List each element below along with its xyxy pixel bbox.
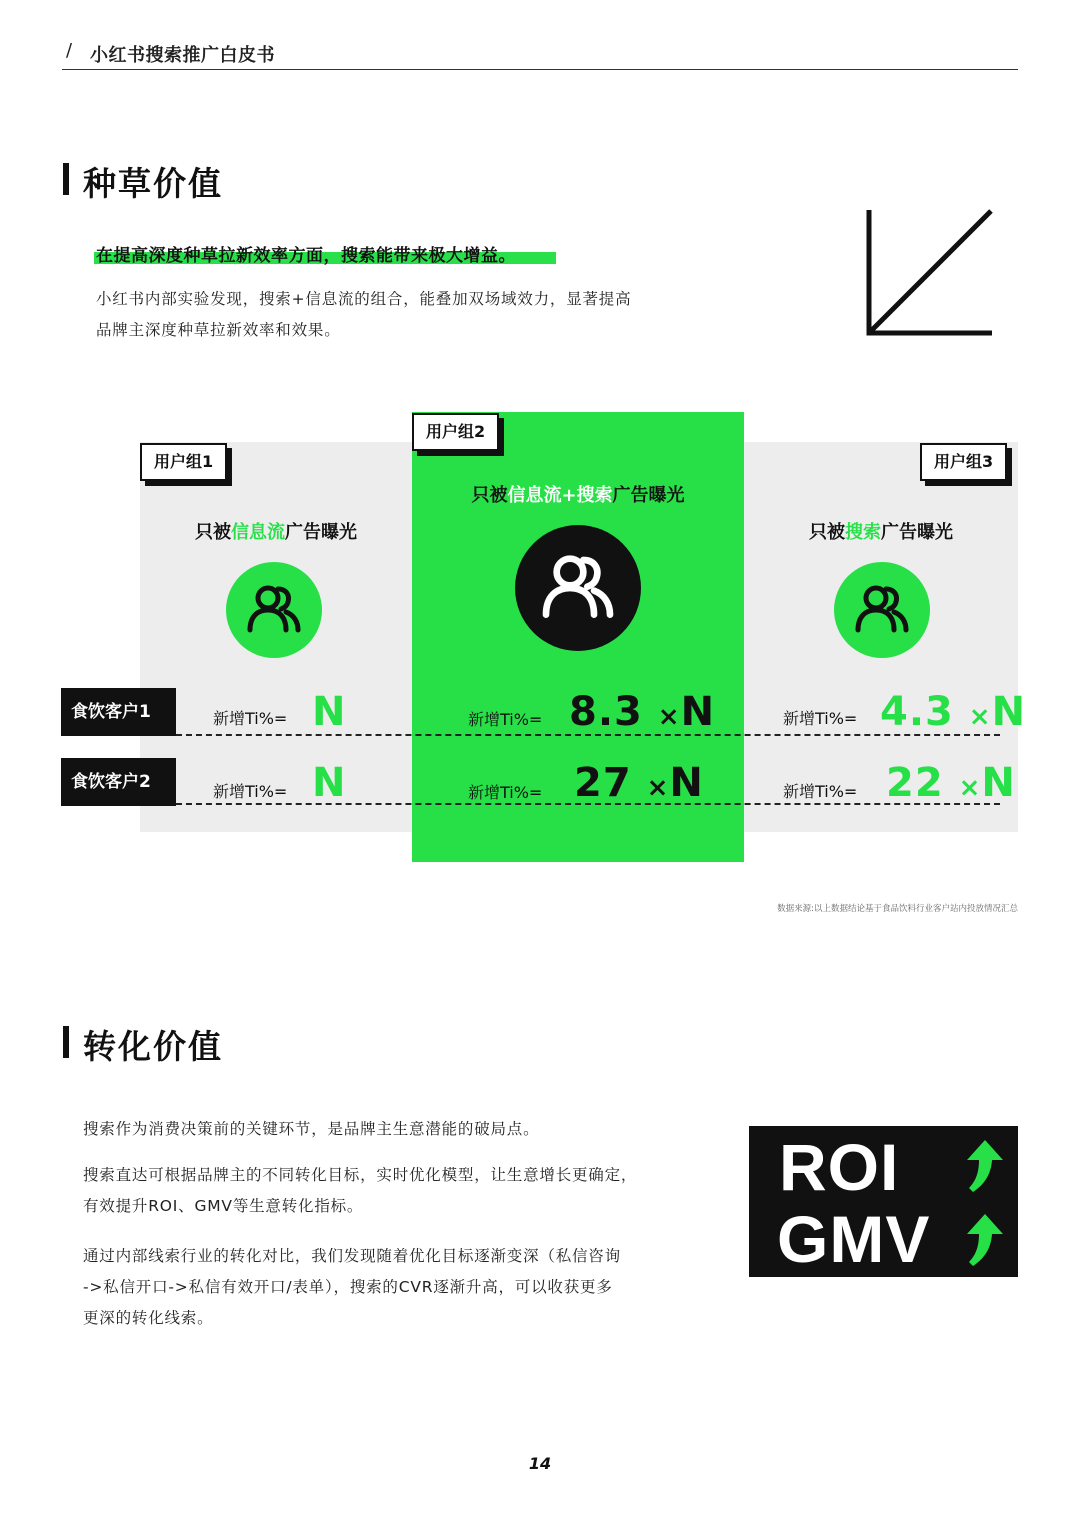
paragraph-line: ->私信开口->私信有效开口/表单），搜索的CVR逐渐升高，可以收获更多 bbox=[83, 1278, 613, 1296]
section-paragraph bbox=[83, 1160, 637, 1222]
users-icon bbox=[852, 580, 912, 640]
group-desc-3: 只被搜索广告曝光 bbox=[809, 522, 953, 543]
paragraph-line: 品牌主深度种草拉新效率和效果。 bbox=[96, 321, 341, 339]
section-paragraph bbox=[83, 1241, 621, 1334]
paragraph-line: 小红书内部实验发现，搜索+信息流的组合，能叠加双场域效力，显著提高 bbox=[96, 290, 632, 308]
data-source-note: 数据来源:以上数据结论基于食品饮料行业客户站内投放情况汇总 bbox=[777, 904, 1018, 914]
row-label-1: 食饮客户1 bbox=[61, 688, 176, 736]
metric-label: 新增Ti%= bbox=[468, 710, 543, 729]
section-paragraph: 搜索作为消费决策前的关键环节，是品牌主生意潜能的破局点。 bbox=[83, 1120, 540, 1138]
roi-text: ROI bbox=[779, 1130, 900, 1204]
metric-value: N bbox=[312, 689, 347, 735]
metric-value: 8.3 ×N bbox=[569, 689, 716, 735]
section-highlight: 在提高深度种草拉新效率方面，搜索能带来极大增益。 bbox=[96, 246, 516, 266]
paragraph-line: 通过内部线索行业的转化对比，我们发现随着优化目标逐渐变深（私信咨询 bbox=[83, 1247, 621, 1265]
up-arrow-icon bbox=[963, 1138, 1007, 1194]
metric-value: 4.3 ×N bbox=[880, 689, 1027, 735]
section-title-bar bbox=[63, 1026, 69, 1058]
gmv-text: GMV bbox=[777, 1202, 931, 1276]
group-tag-2: 用户组2 bbox=[412, 413, 499, 451]
group-avatar-3 bbox=[834, 562, 930, 658]
metric-label: 新增Ti%= bbox=[213, 709, 288, 728]
group-avatar-2 bbox=[515, 525, 641, 651]
metric-label: 新增Ti%= bbox=[783, 782, 858, 801]
section-title-conversion: 转化价值 bbox=[83, 1027, 223, 1066]
group-desc-1: 只被信息流广告曝光 bbox=[195, 522, 357, 543]
section-paragraph bbox=[96, 284, 631, 346]
group-desc-2: 只被信息流+搜索广告曝光 bbox=[471, 485, 685, 506]
users-icon bbox=[538, 548, 618, 628]
header-title: 小红书搜索推广白皮书 bbox=[90, 45, 275, 66]
paragraph-line: 更深的转化线索。 bbox=[83, 1309, 214, 1327]
section-title-seeding: 种草价值 bbox=[83, 164, 223, 203]
section-title-bar bbox=[63, 163, 69, 195]
paragraph-line: 搜索直达可根据品牌主的不同转化目标，实时优化模型，让生意增长更确定， bbox=[83, 1166, 638, 1184]
metric-label: 新增Ti%= bbox=[213, 782, 288, 801]
metric-value: 22 ×N bbox=[886, 760, 1016, 806]
header-divider bbox=[62, 69, 1018, 70]
roi-gmv-badge bbox=[749, 1126, 1018, 1277]
group-tag-3: 用户组3 bbox=[920, 443, 1007, 481]
row-label-2: 食饮客户2 bbox=[61, 758, 176, 806]
metric-value: 27 ×N bbox=[574, 760, 704, 806]
metric-label: 新增Ti%= bbox=[468, 783, 543, 802]
users-icon bbox=[244, 580, 304, 640]
metric-label: 新增Ti%= bbox=[783, 709, 858, 728]
header-slash: / bbox=[66, 40, 73, 61]
paragraph-line: 有效提升ROI、GMV等生意转化指标。 bbox=[83, 1197, 364, 1215]
group-tag-1: 用户组1 bbox=[140, 443, 227, 481]
page-number: 14 bbox=[528, 1454, 552, 1473]
group-avatar-1 bbox=[226, 562, 322, 658]
up-arrow-icon bbox=[963, 1212, 1007, 1268]
growth-chart-icon bbox=[862, 206, 998, 340]
metric-value: N bbox=[312, 760, 347, 806]
